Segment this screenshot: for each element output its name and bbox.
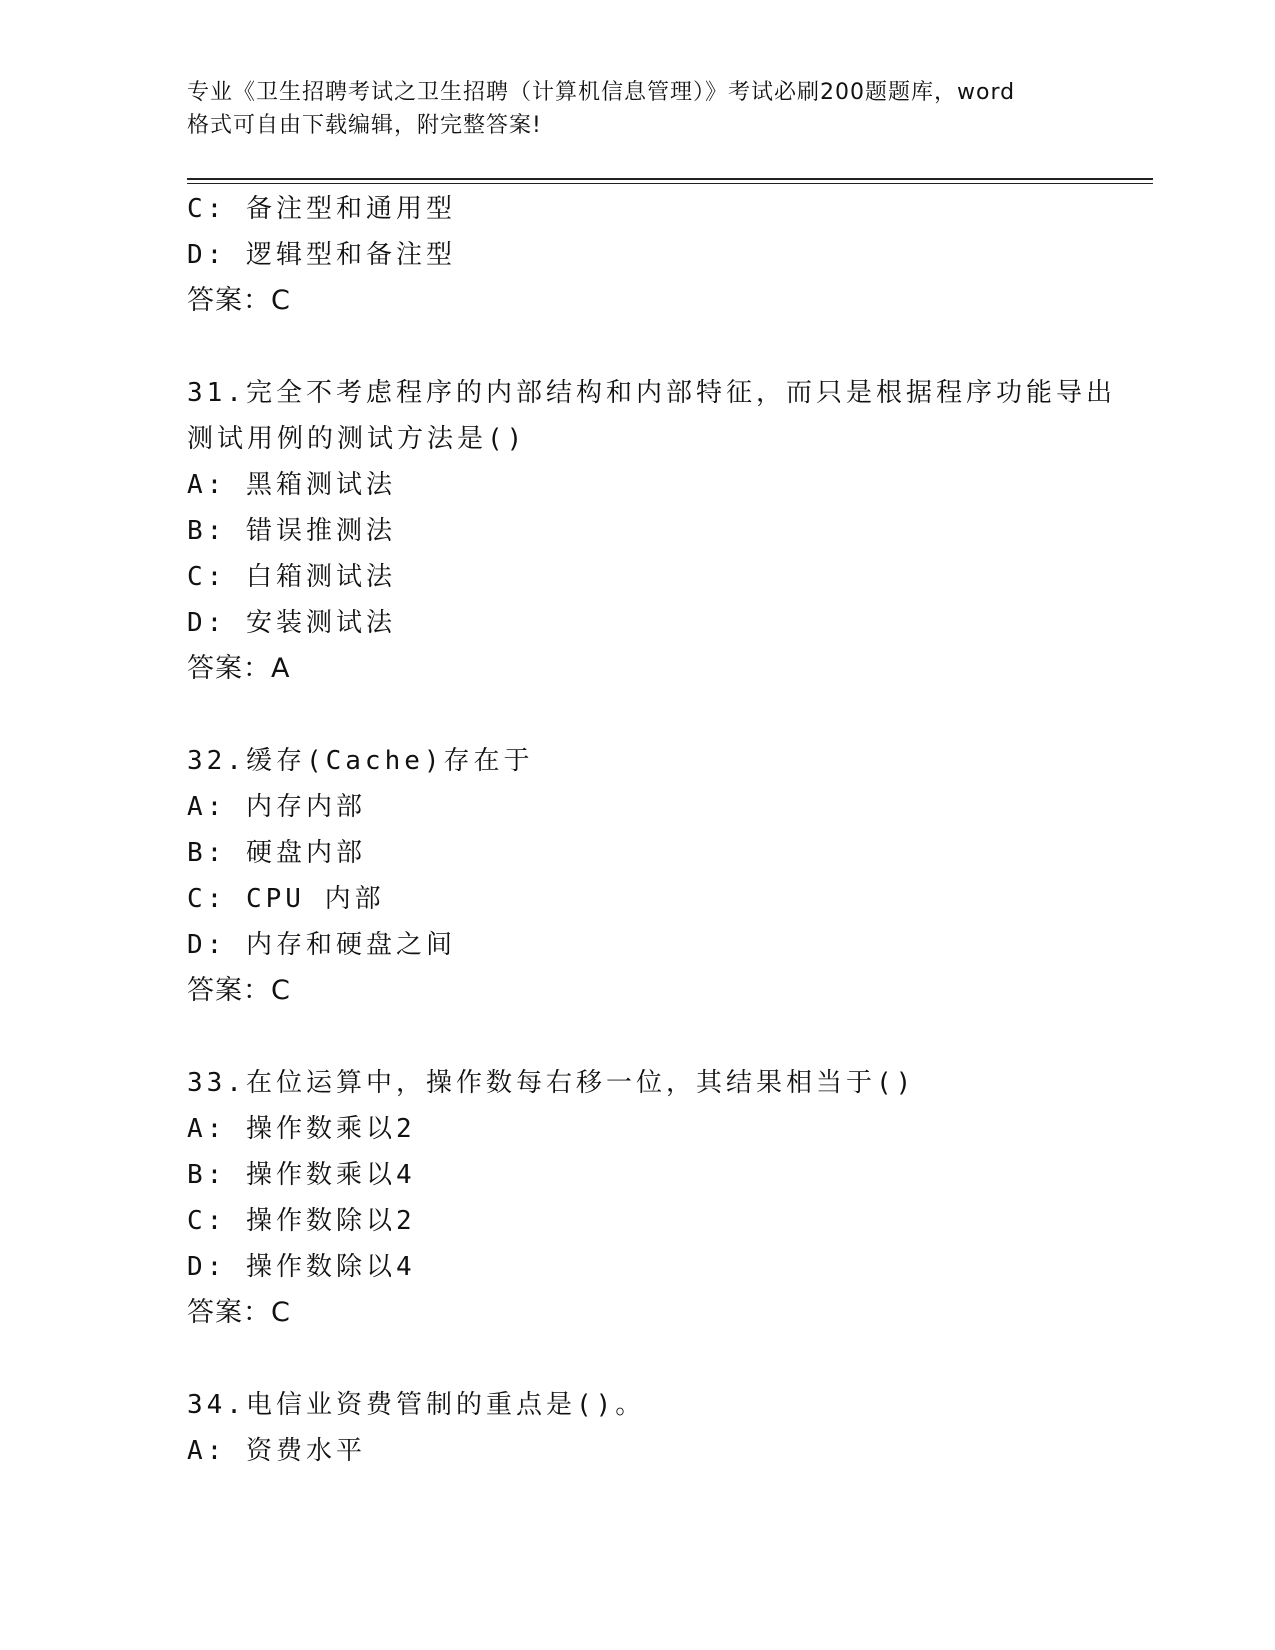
header-divider-thin [187, 183, 1153, 184]
option-d: D: 内存和硬盘之间 [187, 930, 456, 960]
question-stem: 32.缓存(Cache)存在于 [187, 746, 534, 776]
option-a: A: 操作数乘以2 [187, 1114, 416, 1144]
option-d: D: 逻辑型和备注型 [187, 240, 456, 270]
option-b: B: 硬盘内部 [187, 838, 366, 868]
option-d: D: 安装测试法 [187, 608, 396, 638]
header-line-1: 专业《卫生招聘考试之卫生招聘（计算机信息管理）》考试必刷200题题库，word [187, 80, 1016, 105]
option-b: B: 操作数乘以4 [187, 1160, 416, 1190]
question-32 [187, 738, 1087, 1014]
question-stem: 33.在位运算中，操作数每右移一位，其结果相当于() [187, 1068, 916, 1098]
option-c: C: 备注型和通用型 [187, 194, 456, 224]
header-divider-thick [187, 178, 1153, 180]
spacer [187, 324, 1087, 370]
answer-label: 答案：C [187, 975, 291, 1006]
question-stem: 34.电信业资费管制的重点是()。 [187, 1390, 646, 1420]
question-34 [187, 1382, 1087, 1474]
option-c: C: 白箱测试法 [187, 562, 396, 592]
spacer [187, 1014, 1087, 1060]
option-a: A: 资费水平 [187, 1436, 366, 1466]
question-33 [187, 1060, 1087, 1336]
question-stem-continued: 测试用例的测试方法是() [187, 424, 527, 454]
question-stem: 31.完全不考虑程序的内部结构和内部特征，而只是根据程序功能导出 [187, 378, 1116, 408]
question-list [187, 186, 1116, 1474]
option-c: C: 操作数除以2 [187, 1206, 416, 1236]
question-30-tail [187, 186, 1087, 324]
spacer [187, 1336, 1087, 1382]
question-31 [187, 370, 1116, 692]
option-c: C: CPU 内部 [187, 884, 385, 914]
answer-label: 答案：C [187, 285, 291, 316]
option-a: A: 黑箱测试法 [187, 470, 396, 500]
header-line-2: 格式可自由下载编辑，附完整答案! [187, 113, 542, 138]
option-d: D: 操作数除以4 [187, 1252, 416, 1282]
document-header [187, 76, 1087, 142]
spacer [187, 692, 1087, 738]
option-a: A: 内存内部 [187, 792, 366, 822]
answer-label: 答案：C [187, 1297, 291, 1328]
option-b: B: 错误推测法 [187, 516, 396, 546]
answer-label: 答案：A [187, 653, 291, 684]
